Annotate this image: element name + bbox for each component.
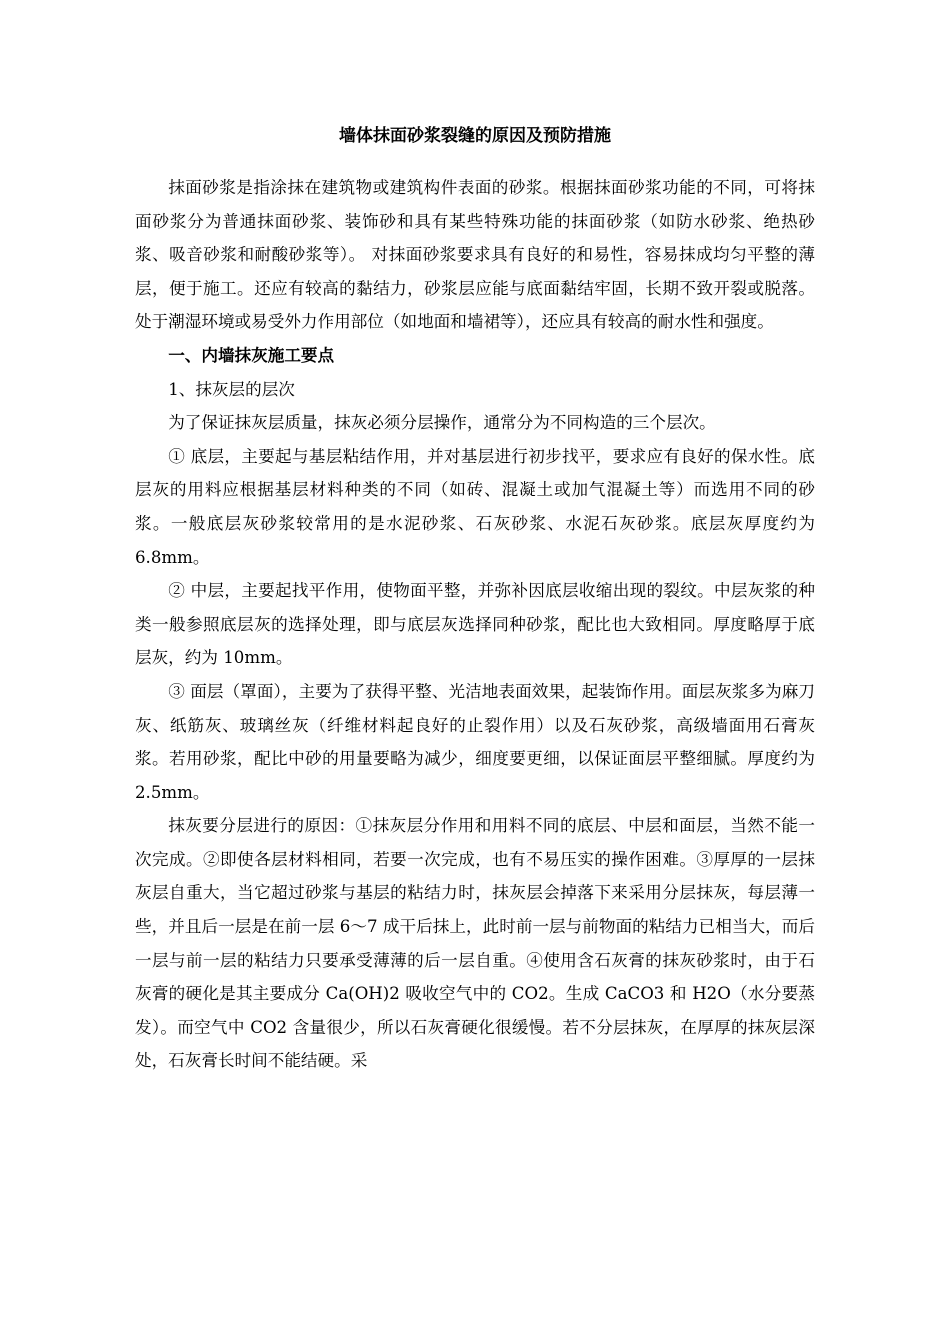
section-heading-interior-plastering: 一、内墙抹灰施工要点 xyxy=(168,345,335,365)
surface-layer-paragraph: ③ 面层（罩面），主要为了获得平整、光洁地表面效果，起装饰作用。面层灰浆多为麻刀灰、纸筋灰、玻璃丝灰（纤维材料起良好的止裂作用）以及石灰砂浆，高级墙面用石膏灰浆。若用砂浆，配比中砂的用量要略为减少，细度要更细，以保证面层平整细腻。厚度约为 2.5mm。 xyxy=(135,681,815,802)
middle-layer-paragraph: ② 中层，主要起找平作用，使物面平整，并弥补因底层收缩出现的裂纹。中层灰浆的种类一般参照底层灰的选择处理，即与底层灰选择同种砂浆，配比也大致相同。厚度略厚于底层灰，约为 10mm。 xyxy=(135,581,815,668)
layering-reasons-paragraph: 抹灰要分层进行的原因：①抹灰层分作用和用料不同的底层、中层和面层，当然不能一次完成。②即使各层材料相同，若要一次完成，也有不易压实的操作困难。③厚厚的一层抹灰层自重大，当它超过砂浆与基层的粘结力时，抹灰层会掉落下来采用分层抹灰，每层薄一些，并且后一层是在前一层 6～7 成干后抹上，此时前一层与前物面的粘结力已相当大，而后一层与前一层的粘结力只要承受薄薄的后一层自重。④使用含石灰膏的抹灰砂浆时，由于石灰膏的硬化是其主要成分 Ca(OH)2 吸收空气中的 CO2。生成 CaCO3 和 H2O（水分要蒸发）。而空气中 CO2 含量很少，所以石灰膏硬化很缓慢。若不分层抹灰，在厚厚的抹灰层深处，石灰膏长时间不能结硬。采 xyxy=(135,816,815,1071)
document-body xyxy=(135,171,815,1078)
page-title: 墙体抹面砂浆裂缝的原因及预防措施 xyxy=(339,126,611,146)
subsection-heading-plaster-layers: 1、抹灰层的层次 xyxy=(168,379,295,399)
intro-paragraph: 抹面砂浆是指涂抹在建筑物或建筑构件表面的砂浆。根据抹面砂浆功能的不同，可将抹面砂浆分为普通抹面砂浆、装饰砂和具有某些特殊功能的抹面砂浆（如防水砂浆、绝热砂浆、吸音砂浆和耐酸砂浆等）。 对抹面砂浆要求具有良好的和易性，容易抹成均匀平整的薄层，便于施工。还应有较高的黏结力，砂浆层应能与底面黏结牢固，长期不致开裂或脱落。处于潮湿环境或易受外力作用部位（如地面和墙裙等），还应具有较高的耐水性和强度。 xyxy=(135,178,815,332)
base-layer-paragraph: ① 底层，主要起与基层粘结作用，并对基层进行初步找平，要求应有良好的保水性。底层灰的用料应根据基层材料种类的不同（如砖、混凝土或加气混凝土等）而选用不同的砂浆。一般底层灰砂浆较常用的是水泥砂浆、石灰砂浆、水泥石灰砂浆。底层灰厚度约为 6.8mm。 xyxy=(135,446,815,567)
layers-intro-paragraph: 为了保证抹灰层质量，抹灰必须分层操作，通常分为不同构造的三个层次。 xyxy=(168,413,716,433)
